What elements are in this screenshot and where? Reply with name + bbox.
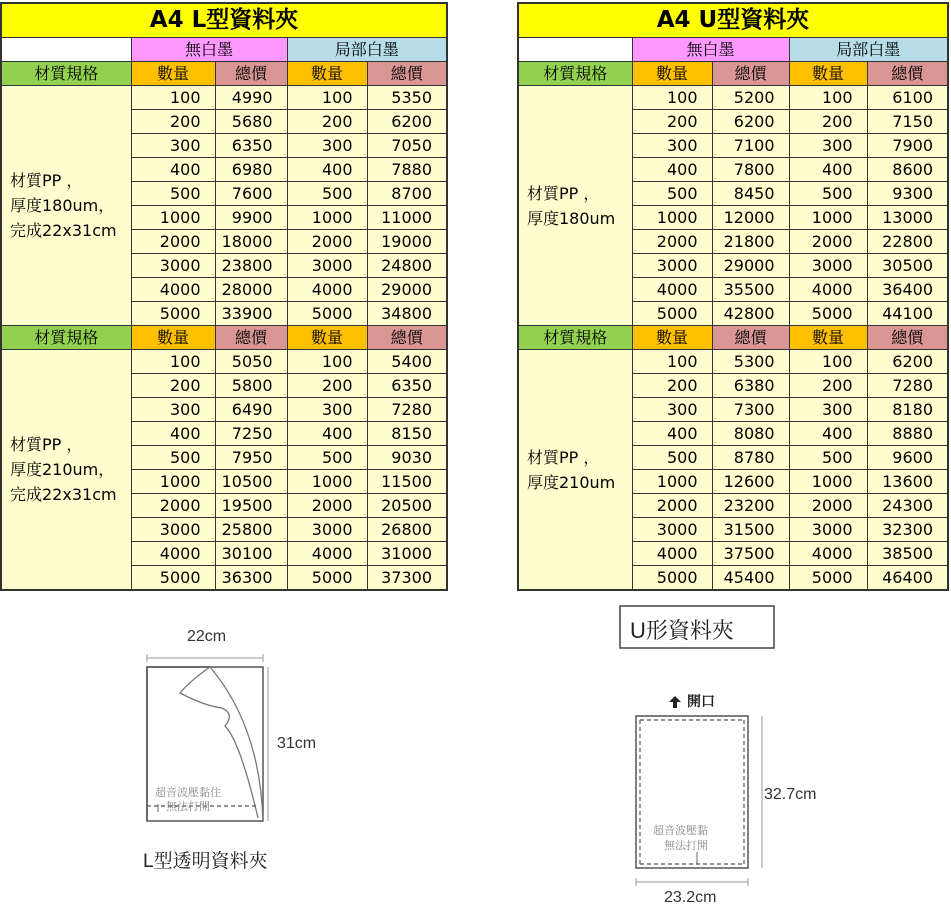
l-height-label: 31cm: [277, 735, 317, 752]
price-cell: 22800: [867, 230, 948, 254]
price-cell: 24800: [367, 254, 447, 278]
qty-cell: 500: [789, 182, 867, 206]
price-cell: 7280: [867, 374, 948, 398]
qty-cell: 5000: [789, 566, 867, 591]
qty-cell: 4000: [287, 278, 367, 302]
price-cell: 13600: [867, 470, 948, 494]
price-cell: 19500: [215, 494, 287, 518]
qty-header: 數量: [789, 326, 867, 350]
u-height-label: 32.7cm: [764, 786, 817, 803]
price-cell: 8080: [712, 422, 789, 446]
qty-cell: 200: [131, 110, 215, 134]
spec-line: 完成22x31cm: [10, 485, 117, 504]
qty-cell: 1000: [789, 206, 867, 230]
price-cell: 6380: [712, 374, 789, 398]
u-folder-price-table: [517, 2, 949, 591]
qty-cell: 200: [632, 374, 712, 398]
price-cell: 21800: [712, 230, 789, 254]
qty-cell: 300: [789, 398, 867, 422]
qty-cell: 3000: [131, 254, 215, 278]
price-cell: 5680: [215, 110, 287, 134]
price-cell: 7600: [215, 182, 287, 206]
price-cell: 6490: [215, 398, 287, 422]
price-cell: 35500: [712, 278, 789, 302]
table-row: [1, 86, 447, 110]
qty-cell: 100: [131, 350, 215, 374]
spec-line: 厚度210um，: [10, 460, 115, 479]
spec-cell: [518, 350, 632, 591]
qty-cell: 4000: [632, 542, 712, 566]
spec-line: 厚度180um: [527, 208, 616, 228]
table-row: [518, 86, 948, 110]
total-header: 總價: [215, 326, 287, 350]
price-cell: 25800: [215, 518, 287, 542]
qty-cell: 500: [131, 182, 215, 206]
qty-cell: 200: [789, 374, 867, 398]
qty-cell: 300: [287, 398, 367, 422]
price-cell: 37300: [367, 566, 447, 591]
table-title: A4 U型資料夾: [518, 3, 948, 38]
price-cell: 12000: [712, 206, 789, 230]
spec-cell: [1, 350, 131, 591]
qty-cell: 400: [131, 158, 215, 182]
spec-cell: [518, 86, 632, 326]
group-partial-white-ink: 局部白墨: [789, 38, 948, 62]
qty-header: 數量: [131, 62, 215, 86]
price-cell: 29000: [712, 254, 789, 278]
qty-cell: 5000: [789, 302, 867, 326]
qty-cell: 300: [131, 398, 215, 422]
qty-cell: 200: [287, 110, 367, 134]
u-note-line2: 無法打開: [664, 840, 708, 852]
price-cell: 11500: [367, 470, 447, 494]
qty-cell: 5000: [632, 302, 712, 326]
qty-cell: 5000: [287, 566, 367, 591]
price-cell: 8780: [712, 446, 789, 470]
price-cell: 36400: [867, 278, 948, 302]
l-folder-price-table: [0, 2, 448, 591]
qty-cell: 100: [131, 86, 215, 110]
qty-cell: 2000: [632, 230, 712, 254]
price-cell: 7300: [712, 398, 789, 422]
qty-cell: 1000: [287, 470, 367, 494]
total-header: 總價: [867, 326, 948, 350]
price-cell: 7900: [867, 134, 948, 158]
qty-cell: 2000: [287, 494, 367, 518]
qty-header: 數量: [131, 326, 215, 350]
price-cell: 44100: [867, 302, 948, 326]
qty-cell: 1000: [789, 470, 867, 494]
spec-cell: [1, 86, 131, 326]
price-cell: 9600: [867, 446, 948, 470]
qty-cell: 100: [632, 350, 712, 374]
qty-cell: 3000: [632, 518, 712, 542]
total-header: 總價: [712, 326, 789, 350]
price-cell: 5350: [367, 86, 447, 110]
price-cell: 38500: [867, 542, 948, 566]
qty-cell: 1000: [131, 470, 215, 494]
price-cell: 33900: [215, 302, 287, 326]
qty-cell: 100: [789, 350, 867, 374]
qty-cell: 400: [789, 422, 867, 446]
qty-cell: 4000: [287, 542, 367, 566]
price-cell: 46400: [867, 566, 948, 591]
qty-cell: 400: [632, 158, 712, 182]
price-cell: 30100: [215, 542, 287, 566]
qty-cell: 400: [287, 422, 367, 446]
qty-cell: 3000: [789, 518, 867, 542]
price-cell: 8450: [712, 182, 789, 206]
u-title: U形資料夾: [630, 618, 734, 643]
qty-header: 數量: [632, 62, 712, 86]
qty-cell: 100: [287, 350, 367, 374]
price-cell: 11000: [367, 206, 447, 230]
spec-line: 厚度180um，: [10, 196, 115, 215]
price-cell: 20500: [367, 494, 447, 518]
price-cell: 12600: [712, 470, 789, 494]
price-cell: 32300: [867, 518, 948, 542]
price-cell: 37500: [712, 542, 789, 566]
group-partial-white-ink: 局部白墨: [287, 38, 447, 62]
price-cell: 26800: [367, 518, 447, 542]
price-cell: 36300: [215, 566, 287, 591]
price-cell: 6200: [367, 110, 447, 134]
u-note-line1: 超音波壓黏: [653, 825, 708, 837]
total-header: 總價: [712, 62, 789, 86]
qty-cell: 3000: [287, 518, 367, 542]
table-title: A4 L型資料夾: [1, 3, 447, 38]
price-cell: 7950: [215, 446, 287, 470]
price-cell: 9300: [867, 182, 948, 206]
price-cell: 8700: [367, 182, 447, 206]
qty-cell: 500: [287, 182, 367, 206]
price-cell: 19000: [367, 230, 447, 254]
qty-cell: 4000: [131, 542, 215, 566]
price-cell: 9900: [215, 206, 287, 230]
qty-cell: 3000: [131, 518, 215, 542]
qty-cell: 4000: [789, 542, 867, 566]
spec-header: 材質規格: [1, 62, 131, 86]
table-row: [1, 350, 447, 374]
qty-cell: 200: [131, 374, 215, 398]
qty-cell: 4000: [789, 278, 867, 302]
qty-cell: 100: [287, 86, 367, 110]
price-cell: 10500: [215, 470, 287, 494]
price-cell: 7800: [712, 158, 789, 182]
u-opening-label: 開口: [687, 693, 715, 709]
qty-cell: 1000: [632, 470, 712, 494]
qty-cell: 1000: [131, 206, 215, 230]
qty-cell: 2000: [287, 230, 367, 254]
up-arrow-icon: [669, 696, 681, 708]
spec-line: 材質PP ，: [527, 183, 600, 203]
price-cell: 7280: [367, 398, 447, 422]
qty-cell: 400: [632, 422, 712, 446]
qty-cell: 500: [287, 446, 367, 470]
group-no-white-ink: 無白墨: [632, 38, 789, 62]
spec-line: 完成22x31cm: [10, 221, 117, 240]
qty-cell: 300: [131, 134, 215, 158]
price-cell: 6200: [712, 110, 789, 134]
price-cell: 34800: [367, 302, 447, 326]
qty-cell: 400: [131, 422, 215, 446]
qty-cell: 200: [789, 110, 867, 134]
qty-cell: 2000: [632, 494, 712, 518]
qty-header: 數量: [287, 326, 367, 350]
price-cell: 7250: [215, 422, 287, 446]
qty-cell: 3000: [287, 254, 367, 278]
l-width-label: 22cm: [187, 628, 227, 645]
price-cell: 6100: [867, 86, 948, 110]
qty-cell: 2000: [789, 230, 867, 254]
spec-line: 厚度210um: [527, 472, 616, 492]
price-cell: 13000: [867, 206, 948, 230]
table-row: [518, 350, 948, 374]
price-cell: 6980: [215, 158, 287, 182]
qty-cell: 2000: [131, 230, 215, 254]
price-cell: 31000: [367, 542, 447, 566]
l-note-line1: 超音波壓黏住: [155, 787, 221, 799]
spec-header: 材質規格: [518, 62, 632, 86]
price-cell: 7050: [367, 134, 447, 158]
price-cell: 30500: [867, 254, 948, 278]
total-header: 總價: [367, 62, 447, 86]
group-no-white-ink: 無白墨: [131, 38, 287, 62]
qty-cell: 500: [632, 182, 712, 206]
price-cell: 5050: [215, 350, 287, 374]
qty-cell: 500: [789, 446, 867, 470]
total-header: 總價: [215, 62, 287, 86]
u-width-label: 23.2cm: [664, 889, 717, 906]
qty-cell: 100: [632, 86, 712, 110]
qty-header: 數量: [632, 326, 712, 350]
spec-line: 材質PP ，: [527, 447, 600, 467]
qty-header: 數量: [287, 62, 367, 86]
qty-cell: 300: [287, 134, 367, 158]
price-cell: 18000: [215, 230, 287, 254]
price-cell: 24300: [867, 494, 948, 518]
price-cell: 7100: [712, 134, 789, 158]
qty-cell: 2000: [789, 494, 867, 518]
price-cell: 8600: [867, 158, 948, 182]
price-cell: 7880: [367, 158, 447, 182]
price-cell: 8880: [867, 422, 948, 446]
price-cell: 45400: [712, 566, 789, 591]
qty-cell: 4000: [131, 278, 215, 302]
price-cell: 6350: [367, 374, 447, 398]
qty-cell: 200: [287, 374, 367, 398]
qty-cell: 5000: [131, 566, 215, 591]
price-cell: 5300: [712, 350, 789, 374]
price-cell: 6350: [215, 134, 287, 158]
qty-cell: 5000: [287, 302, 367, 326]
spec-header: 材質規格: [1, 326, 131, 350]
price-cell: 4990: [215, 86, 287, 110]
price-cell: 5400: [367, 350, 447, 374]
spec-header: 材質規格: [518, 326, 632, 350]
price-cell: 23200: [712, 494, 789, 518]
qty-cell: 300: [632, 134, 712, 158]
price-cell: 23800: [215, 254, 287, 278]
total-header: 總價: [867, 62, 948, 86]
qty-cell: 5000: [632, 566, 712, 591]
price-cell: 29000: [367, 278, 447, 302]
qty-cell: 1000: [287, 206, 367, 230]
l-note-line2: 無法打開: [166, 801, 210, 813]
qty-cell: 4000: [632, 278, 712, 302]
price-cell: 5800: [215, 374, 287, 398]
qty-cell: 3000: [789, 254, 867, 278]
qty-cell: 100: [789, 86, 867, 110]
spec-line: 材質PP ，: [10, 171, 83, 190]
price-cell: 31500: [712, 518, 789, 542]
spec-line: 材質PP ，: [10, 435, 83, 454]
l-caption: L型透明資料夾: [143, 851, 268, 872]
qty-cell: 400: [287, 158, 367, 182]
qty-cell: 5000: [131, 302, 215, 326]
qty-cell: 3000: [632, 254, 712, 278]
qty-cell: 500: [131, 446, 215, 470]
price-cell: 42800: [712, 302, 789, 326]
qty-cell: 500: [632, 446, 712, 470]
qty-cell: 2000: [131, 494, 215, 518]
qty-cell: 1000: [632, 206, 712, 230]
qty-header: 數量: [789, 62, 867, 86]
qty-cell: 300: [632, 398, 712, 422]
price-cell: 6200: [867, 350, 948, 374]
price-cell: 7150: [867, 110, 948, 134]
price-cell: 5200: [712, 86, 789, 110]
price-cell: 28000: [215, 278, 287, 302]
price-cell: 9030: [367, 446, 447, 470]
qty-cell: 300: [789, 134, 867, 158]
price-cell: 8180: [867, 398, 948, 422]
total-header: 總價: [367, 326, 447, 350]
qty-cell: 400: [789, 158, 867, 182]
qty-cell: 200: [632, 110, 712, 134]
price-cell: 8150: [367, 422, 447, 446]
